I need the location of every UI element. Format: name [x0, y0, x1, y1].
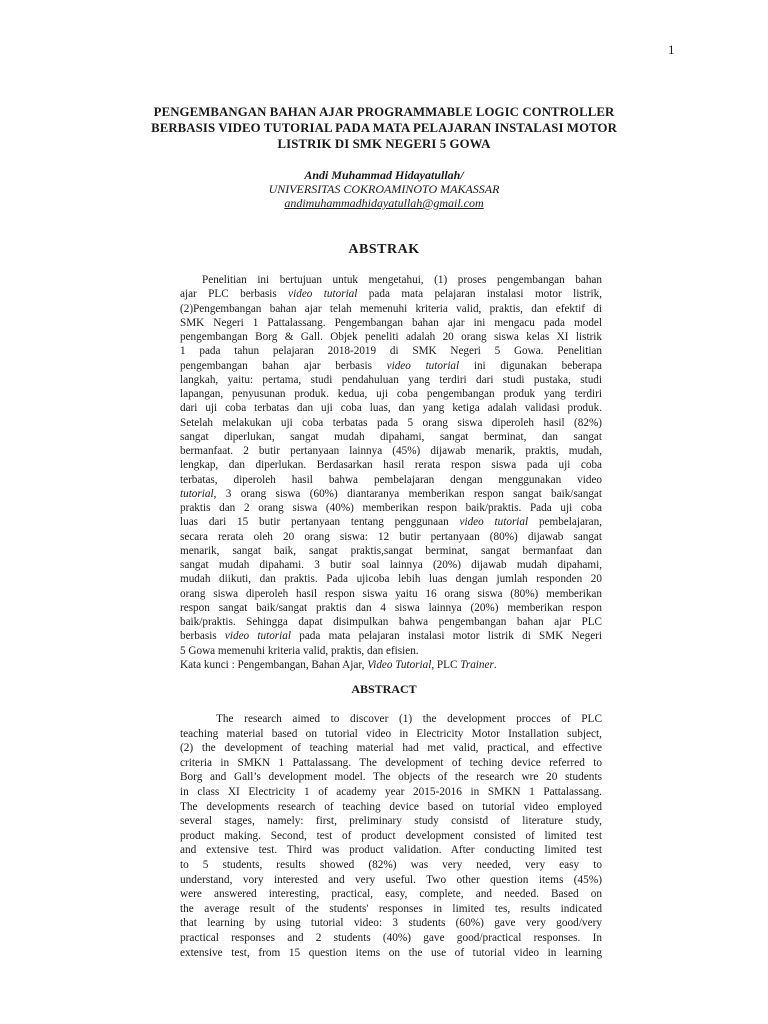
paragraph-line: lapangan, penyusunan produk. kedua, uji coba pengembangan produk yang terdiri	[180, 388, 602, 400]
paragraph-line: 5 Gowa memenuhi kriteria valid, praktis, dan efisien.	[180, 644, 419, 657]
paragraph-line: baik/praktis. Sehingga dapat disimpulkan bahwa pengembangan bahan ajar PLC	[180, 616, 602, 628]
paragraph-line: lengkap, dan diperlukan. Berdasarkan hasil rerata respon siswa pada uji coba	[180, 459, 602, 472]
paragraph-line: menarik, sangat baik, sangat praktis,sangat berminat, sangat bermanfaat dan	[180, 544, 602, 557]
paragraph-line: berbasis video tutorial pada mata pelajaran instalasi motor listrik di SMK Negeri	[180, 630, 602, 643]
paragraph-line: that learning by using tutorial video: 3 students (60%) gave very good/very	[180, 917, 602, 930]
paragraph-line: and extensive test. Third was product validation. After conducting limited test	[180, 844, 602, 857]
paragraph-line: were answered interesting, practical, easy, complete, and needed. Based on	[180, 888, 602, 901]
paper-title	[120, 104, 648, 152]
paragraph-line: understand, vory interested and very useful. Two other question items (45%)	[180, 873, 602, 886]
author-affiliation: UNIVERSITAS COKROAMINOTO MAKASSAR	[268, 182, 500, 196]
paragraph-line: langkah, yaitu: pertama, studi pendahuluan yang terdiri dari studi pustaka, studi	[180, 373, 602, 386]
paragraph-line: orang siswa diperoleh hasil respon siswa yaitu 16 orang siswa (80%) memberikan	[180, 587, 602, 600]
paragraph-line: Kata kunci : Pengembangan, Bahan Ajar, Video Tutorial, PLC Trainer.	[180, 658, 497, 671]
abstract-heading: ABSTRACT	[351, 682, 417, 696]
author-block	[120, 168, 648, 210]
title-line: PENGEMBANGAN BAHAN AJAR PROGRAMMABLE LOGIC CONTROLLER	[153, 105, 615, 119]
paragraph-line: mudah diikuti, dan praktis. Pada ujicoba lebih luas dengan jumlah responden 20	[180, 573, 602, 586]
paragraph-line: pengembangan bahan ajar berbasis video tutorial ini digunakan beberapa	[180, 359, 603, 372]
paragraph-line: Setelah melakukan uji coba terbatas pada 5 orang siswa diperoleh hasil (82%)	[180, 416, 602, 429]
paragraph-line: (2)Pengembangan bahan ajar telah memenuhi kriteria valid, praktis, dan efektif di	[180, 302, 602, 315]
paragraph-line: to 5 students, results showed (82%) was very needed, very easy to	[180, 858, 602, 871]
paragraph-line: pengembangan Borg & Gall. Objek peneliti adalah 20 orang siswa kelas XI listrik	[180, 331, 602, 343]
paragraph-line: sangat mudah dipahami. 3 butir soal lainnya (20%) dijawab mudah dipahami,	[180, 559, 602, 571]
paragraph-line: (2) the development of teaching material had met valid, practical, and effective	[180, 742, 602, 755]
page-number: 1	[668, 42, 675, 57]
author-name: Andi Muhammad Hidayatullah/	[304, 168, 464, 182]
paragraph-line: the average result of the students' responses in limited tes, results indicated	[180, 902, 602, 915]
paragraph-line: terbatas, diperoleh hasil bahwa pembelajaran dengan menggunakan video	[180, 473, 602, 486]
paragraph-line: product making. Second, test of product development consisted of limited test	[180, 829, 602, 842]
paragraph-line: bermanfaat. 2 butir pertanyaan lainnya (45%) dijawab menarik, praktis, mudah,	[180, 445, 602, 457]
abstrak-body	[180, 273, 602, 672]
paragraph-line: The developments research of teaching device based on tutorial video employed	[180, 800, 602, 813]
paragraph-line: criteria in SMKN 1 Pattalassang. The development of teching device referred to	[180, 756, 602, 769]
paragraph-line: practical responses and 2 students (40%) gave good/practical responses. In	[180, 931, 602, 944]
paragraph-line: dari uji coba terbatas dan uji coba luas, dan yang ketiga adalah validasi produk.	[180, 402, 602, 415]
paragraph-line: luas dari 15 butir pertanyaan tentang penggunaan video tutorial pembelajaran,	[180, 516, 602, 529]
title-line: BERBASIS VIDEO TUTORIAL PADA MATA PELAJARAN INSTALASI MOTOR	[151, 121, 617, 135]
paragraph-line: secara rerata oleh 20 orang siswa: 12 butir pertanyaan (80%) dijawab sangat	[180, 530, 602, 543]
abstract-body	[180, 712, 602, 960]
title-line: LISTRIK DI SMK NEGERI 5 GOWA	[277, 137, 491, 151]
paragraph-line: several stages, namely: first, preliminary study consistd of literature study,	[180, 815, 602, 828]
paragraph-line: in class XI Electricity 1 of academy year 2015-2016 in SMKN 1 Pattalassang.	[180, 785, 602, 798]
paragraph-line: 1 pada tahun pelajaran 2018-2019 di SMK Negeri 5 Gowa. Penelitian	[180, 345, 602, 358]
paragraph-line: teaching material based on tutorial video in Electricity Motor Installation subject,	[180, 727, 602, 740]
paragraph-line: Borg and Gall’s development model. The objects of the research wre 20 students	[180, 771, 602, 784]
paragraph-line: praktis dan 2 orang siswa (40%) memberikan respon baik/praktis. Pada uji coba	[180, 502, 602, 514]
paragraph-line: ajar PLC berbasis video tutorial pada mata pelajaran instalasi motor listrik,	[180, 288, 602, 301]
paragraph-line: tutorial, 3 orang siswa (60%) diantaranya memberikan respon sangat baik/sangat	[180, 487, 602, 500]
abstrak-heading: ABSTRAK	[348, 242, 420, 257]
author-email[interactable]: andimuhammadhidayatullah@gmail.com	[284, 196, 484, 210]
paragraph-line: Penelitian ini bertujuan untuk mengetahui, (1) proses pengembangan bahan	[202, 274, 602, 286]
paragraph-line: SMK Negeri 1 Pattalassang. Pengembangan bahan ajar ini mengacu pada model	[180, 316, 602, 329]
paragraph-line: respon sangat baik/sangat praktis dan 4 siswa lainnya (20%) memberikan respon	[180, 601, 602, 614]
paragraph-line: extensive test, from 15 question items on the use of tutorial video in learning	[180, 946, 602, 959]
paragraph-line: sangat diperlukan, sangat mudah dipahami, sangat berminat, dan sangat	[180, 430, 602, 443]
paragraph-line: The research aimed to discover (1) the development procces of PLC	[216, 713, 602, 725]
